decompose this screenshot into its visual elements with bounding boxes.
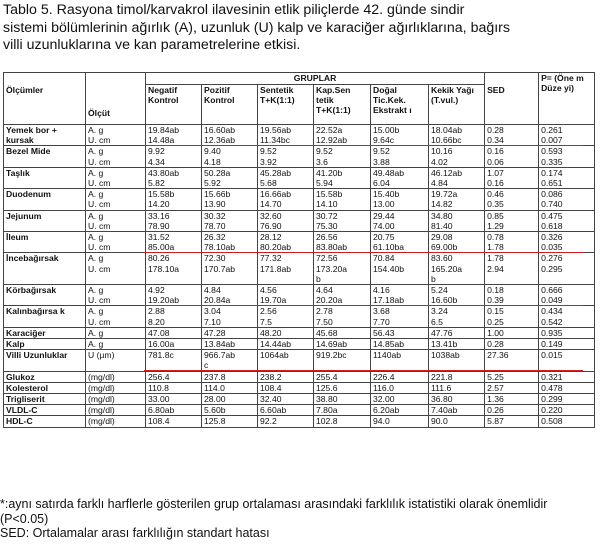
row-value: 7.80a [314, 405, 371, 416]
row-sed: 0.15 0.25 [485, 306, 539, 327]
row-value: 34.80 81.40 [429, 210, 485, 231]
caption-line-3: villi uzunluklarına ve kan parametrelerine etkisi. [3, 37, 301, 53]
table-body [4, 125, 595, 428]
row-value: 7.40ab [429, 405, 485, 416]
row-sed: 0.26 [485, 405, 539, 416]
row-value: 3.04 7.10 [202, 306, 258, 327]
table-row [4, 125, 595, 146]
red-underline [144, 145, 583, 146]
row-p: 0.326 0.035 [539, 232, 595, 253]
row-p: 0.015 [539, 350, 595, 371]
row-value: 48.20 [258, 327, 314, 338]
row-value: 5.24 16.60b [429, 285, 485, 306]
row-value: 19.84ab 14.48a [146, 125, 202, 146]
row-unit: A. g U. cm [86, 306, 146, 327]
row-unit: A. g U. cm [86, 167, 146, 188]
row-value: 80.26 178.10a [146, 253, 202, 285]
row-value: 47.08 [146, 327, 202, 338]
row-sed: 5.25 [485, 371, 539, 382]
row-value: 781.8c [146, 350, 202, 371]
row-value: 9.92 4.34 [146, 146, 202, 167]
row-value: 16.60ab 12.36ab [202, 125, 258, 146]
row-measure: Kolesterol [4, 382, 86, 393]
row-value: 6.60ab [258, 405, 314, 416]
row-value: 83.60 165.20a b [429, 253, 485, 285]
row-measure: Jejunum [4, 210, 86, 231]
row-value: 94.0 [371, 416, 429, 427]
header-negative-control: Negatif Kontrol [146, 85, 202, 125]
table-row [4, 167, 595, 188]
header-positive-control: Pozitif Kontrol [202, 85, 258, 125]
row-p: 0.508 [539, 416, 595, 427]
row-value: 111.6 [429, 382, 485, 393]
row-value: 47.76 [429, 327, 485, 338]
row-value: 2.56 7.5 [258, 306, 314, 327]
row-value: 3.68 7.70 [371, 306, 429, 327]
row-p: 0.174 0.651 [539, 167, 595, 188]
row-p: 0.149 [539, 339, 595, 350]
header-groups: GRUPLAR [146, 73, 485, 85]
row-value: 102.8 [314, 416, 371, 427]
row-p: 0.261 0.007 [539, 125, 595, 146]
row-value: 14.85ab [371, 339, 429, 350]
row-value: 16.66ab 14.70 [258, 189, 314, 210]
row-sed: 2.57 [485, 382, 539, 393]
row-sed: 0.78 1.78 [485, 232, 539, 253]
row-value: 221.8 [429, 371, 485, 382]
header-p: P= (Öne m Düze yi) [539, 73, 595, 125]
row-value: 28.12 80.20ab [258, 232, 314, 253]
table-row [4, 339, 595, 350]
footnote-sed: SED: Ortalamalar arası farklılığın standart hatası [0, 526, 270, 540]
red-underline [144, 252, 583, 253]
row-value: 18.04ab 10.66bc [429, 125, 485, 146]
row-p: 0.666 0.049 [539, 285, 595, 306]
row-measure: Trigliserit [4, 394, 86, 405]
table-row [4, 394, 595, 405]
row-measure: Duodenum [4, 189, 86, 210]
row-sed: 0.85 1.29 [485, 210, 539, 231]
row-value: 56.43 [371, 327, 429, 338]
row-value: 32.00 [371, 394, 429, 405]
row-p: 0.593 0.335 [539, 146, 595, 167]
red-underline [144, 370, 583, 371]
row-measure: Kalp [4, 339, 86, 350]
row-value: 226.4 [371, 371, 429, 382]
footnote-p-value: (P<0.05) [0, 511, 49, 526]
row-value: 9.52 3.6 [314, 146, 371, 167]
row-value: 2.78 7.50 [314, 306, 371, 327]
row-value: 15.00b 9.64c [371, 125, 429, 146]
row-p: 0.935 [539, 327, 595, 338]
header-sed: SED [485, 73, 539, 125]
row-p: 0.220 [539, 405, 595, 416]
row-unit: A. g U. cm [86, 146, 146, 167]
row-value: 13.41b [429, 339, 485, 350]
row-sed: 1.78 2.94 [485, 253, 539, 285]
row-value: 33.00 [146, 394, 202, 405]
footnote-significance: *:aynı satırda farklı harflerle gösterilen grup ortalaması arasındaki farklılık istatistiki olarak önemlidir [0, 497, 548, 511]
row-value: 2.88 8.20 [146, 306, 202, 327]
row-unit: A. g U. cm [86, 125, 146, 146]
row-value: 26.56 83.80ab [314, 232, 371, 253]
row-value: 4.16 17.18ab [371, 285, 429, 306]
row-value: 9.52 3.92 [258, 146, 314, 167]
row-value: 15.58b 14.10 [314, 189, 371, 210]
footnotes [0, 497, 600, 541]
row-value: 90.0 [429, 416, 485, 427]
row-value: 32.60 76.90 [258, 210, 314, 231]
row-p: 0.299 [539, 394, 595, 405]
table-row [4, 327, 595, 338]
table-row [4, 253, 595, 285]
row-value: 30.72 75.30 [314, 210, 371, 231]
row-value: 4.56 19.70a [258, 285, 314, 306]
row-measure: HDL-C [4, 416, 86, 427]
row-value: 10.16 4.02 [429, 146, 485, 167]
row-unit: (mg/dl) [86, 382, 146, 393]
row-value: 110.8 [146, 382, 202, 393]
row-measure: İleum [4, 232, 86, 253]
row-value: 28.00 [202, 394, 258, 405]
row-unit: A. g [86, 339, 146, 350]
row-value: 108.4 [258, 382, 314, 393]
row-value: 30.32 78.70 [202, 210, 258, 231]
row-value: 43.80ab 5.82 [146, 167, 202, 188]
row-unit: A. g U. cm [86, 210, 146, 231]
row-unit: (mg/dl) [86, 405, 146, 416]
row-measure: Karaciğer [4, 327, 86, 338]
row-p: 0.086 0.740 [539, 189, 595, 210]
row-value: 49.48ab 6.04 [371, 167, 429, 188]
row-measure: Kalınbağırsa k [4, 306, 86, 327]
header-synthetic: Sentetik T+K(1:1) [258, 85, 314, 125]
header-natural-extract: Doğal Tic.Kek. Ekstrakt ı [371, 85, 429, 125]
row-unit: U (µm) [86, 350, 146, 371]
row-value: 19.56ab 11.34bc [258, 125, 314, 146]
row-measure: Taşlık [4, 167, 86, 188]
row-sed: 5.87 [485, 416, 539, 427]
row-p: 0.276 0.295 [539, 253, 595, 285]
header-unit: Ölçüt [86, 73, 146, 125]
caption-line-2: sistemi bölümlerinin ağırlık (A), uzunluk (U) kalp ve karaciğer ağırlıklarına, bağırs [3, 19, 510, 36]
row-value: 41.20b 5.94 [314, 167, 371, 188]
row-value: 92.2 [258, 416, 314, 427]
row-value: 966.7ab c [202, 350, 258, 371]
thyme-oil-label: Kekik Yağı (T.vul.) [431, 85, 474, 106]
row-value: 22.52a 12.92ab [314, 125, 371, 146]
row-unit: A. g U. cm [86, 253, 146, 285]
row-value: 108.4 [146, 416, 202, 427]
row-sed: 1.00 [485, 327, 539, 338]
row-value: 1140ab [371, 350, 429, 371]
row-p: 0.475 0.618 [539, 210, 595, 231]
caption-line-1: Tablo 5. Rasyona timol/karvakrol ilavesinin etlik piliçlerde 42. günde sindir [3, 2, 465, 18]
row-value: 1038ab [429, 350, 485, 371]
row-value: 125.8 [202, 416, 258, 427]
row-p: 0.434 0.542 [539, 306, 595, 327]
header-capsule-synthetic: Kap.Sen tetik T+K(1:1) [314, 85, 371, 125]
row-value: 9.40 4.18 [202, 146, 258, 167]
row-value: 116.0 [371, 382, 429, 393]
row-p: 0.478 [539, 382, 595, 393]
row-value: 15.66b 13.90 [202, 189, 258, 210]
row-measure: VLDL-C [4, 405, 86, 416]
row-measure: Villi Uzunluklar [4, 350, 86, 371]
row-value: 38.80 [314, 394, 371, 405]
results-table [3, 72, 595, 428]
row-measure: İncebağırsak [4, 253, 86, 285]
row-value: 31.52 85.00a [146, 232, 202, 253]
row-value: 6.20ab [371, 405, 429, 416]
row-value: 13.84ab [202, 339, 258, 350]
table-caption [3, 2, 599, 55]
row-measure: Körbağırsak [4, 285, 86, 306]
row-value: 4.84 20.84a [202, 285, 258, 306]
row-value: 32.40 [258, 394, 314, 405]
table-row [4, 189, 595, 210]
row-value: 125.6 [314, 382, 371, 393]
row-value: 50.28a 5.92 [202, 167, 258, 188]
header-thyme-oil [429, 85, 485, 125]
row-sed: 1.07 0.16 [485, 167, 539, 188]
table-row [4, 382, 595, 393]
row-value: 19.72a 14.82 [429, 189, 485, 210]
row-value: 5.60b [202, 405, 258, 416]
table-row [4, 350, 595, 371]
red-underline [144, 305, 583, 306]
row-unit: A. g U. cm [86, 232, 146, 253]
row-value: 1064ab [258, 350, 314, 371]
row-value: 919.2bc [314, 350, 371, 371]
row-value: 4.64 20.20a [314, 285, 371, 306]
row-unit: (mg/dl) [86, 394, 146, 405]
row-sed: 0.16 0.06 [485, 146, 539, 167]
table-row [4, 232, 595, 253]
row-sed: 1.36 [485, 394, 539, 405]
row-value: 29.08 69.00b [429, 232, 485, 253]
row-value: 45.68 [314, 327, 371, 338]
row-sed: 27.36 [485, 350, 539, 371]
row-value: 26.32 78.10ab [202, 232, 258, 253]
row-value: 70.84 154.40b [371, 253, 429, 285]
row-value: 16.00a [146, 339, 202, 350]
row-sed: 0.28 0.34 [485, 125, 539, 146]
row-unit: A. g [86, 327, 146, 338]
row-value: 29.44 74.00 [371, 210, 429, 231]
row-value: 77.32 171.8ab [258, 253, 314, 285]
row-sed: 0.18 0.39 [485, 285, 539, 306]
row-value: 36.80 [429, 394, 485, 405]
table-row [4, 405, 595, 416]
row-value: 15.58b 14.20 [146, 189, 202, 210]
row-value: 14.69ab [314, 339, 371, 350]
row-value: 46.12ab 4.84 [429, 167, 485, 188]
row-value: 3.24 6.5 [429, 306, 485, 327]
row-value: 237.8 [202, 371, 258, 382]
row-value: 45.28ab 5.68 [258, 167, 314, 188]
row-value: 114.0 [202, 382, 258, 393]
row-value: 33.16 78.90 [146, 210, 202, 231]
row-measure: Yemek bor + kursak [4, 125, 86, 146]
row-value: 14.44ab [258, 339, 314, 350]
row-sed: 0.46 0.35 [485, 189, 539, 210]
row-measure: Bezel Mide [4, 146, 86, 167]
row-p: 0.321 [539, 371, 595, 382]
row-value: 15.40b 13.00 [371, 189, 429, 210]
row-value: 47.28 [202, 327, 258, 338]
row-value: 72.56 173.20a b [314, 253, 371, 285]
table-row [4, 210, 595, 231]
table-row [4, 371, 595, 382]
row-value: 9.52 3.88 [371, 146, 429, 167]
row-value: 72.30 170.7ab [202, 253, 258, 285]
row-unit: A. g U. cm [86, 189, 146, 210]
table-row [4, 306, 595, 327]
row-value: 256.4 [146, 371, 202, 382]
row-value: 4.92 19.20ab [146, 285, 202, 306]
row-unit: A. g U. cm [86, 285, 146, 306]
row-unit: (mg/dl) [86, 371, 146, 382]
row-value: 20.75 61.10ba [371, 232, 429, 253]
table-row [4, 146, 595, 167]
header-measure: Ölçümler [4, 73, 86, 125]
row-value: 255.4 [314, 371, 371, 382]
row-value: 238.2 [258, 371, 314, 382]
table-row [4, 285, 595, 306]
table-row [4, 416, 595, 427]
row-unit: (mg/dl) [86, 416, 146, 427]
row-value: 6.80ab [146, 405, 202, 416]
row-measure: Glukoz [4, 371, 86, 382]
row-sed: 0.28 [485, 339, 539, 350]
